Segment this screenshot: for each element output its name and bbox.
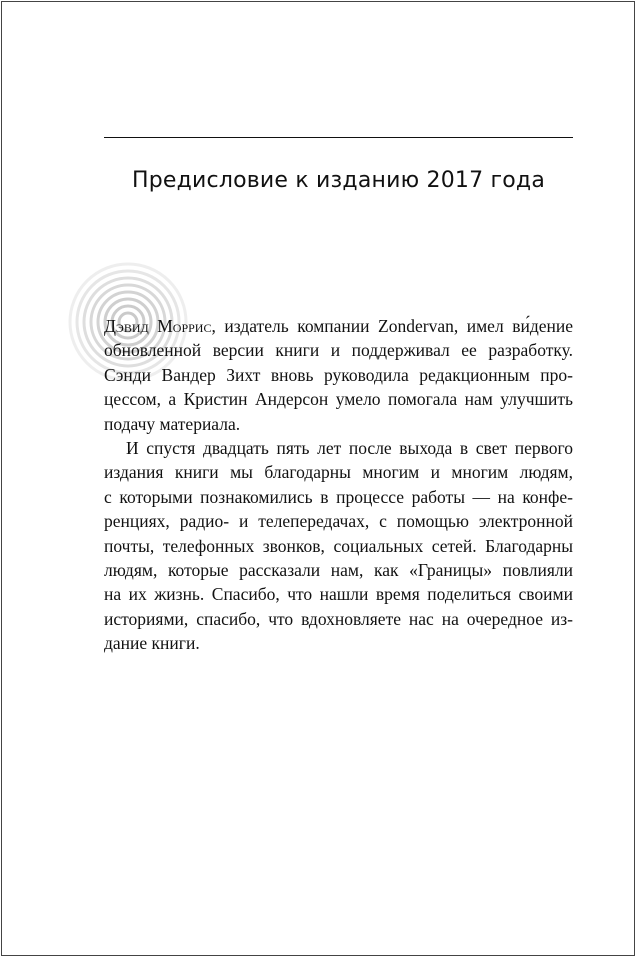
body-line: людям, которые рассказали нам, как «Границы» повлияли bbox=[104, 559, 573, 580]
chapter-title: Предисловие к изданию 2017 года bbox=[131, 168, 546, 193]
body-line: издания книги мы благодарны многим и многим людям, bbox=[104, 462, 573, 483]
body-line: на их жизнь. Спасибо, что нашли время поделиться своими bbox=[104, 584, 573, 605]
body-line: почты, телефонных звонков, социальных сетей. Благодарны bbox=[104, 535, 573, 556]
body-line: цессом, а Кристин Андерсон умело помогала нам улучшить bbox=[104, 389, 573, 410]
body-line: дание книги. bbox=[104, 633, 200, 654]
body-line: обновленной версии книги и поддерживал ее разработку. bbox=[104, 340, 573, 361]
body-line: ренциях, радио- и телепередачах, с помощью электронной bbox=[104, 511, 573, 532]
body-line: Сэнди Вандер Зихт вновь руководила редакционным про- bbox=[104, 364, 573, 385]
body-line: с которыми познакомились в процессе работы — на конфе- bbox=[104, 486, 573, 507]
author-name: Дэвид Моррис bbox=[104, 316, 212, 336]
body-line: И спустя двадцать пять лет после выхода в свет первого bbox=[126, 437, 573, 458]
body-line: Дэвид Моррис, издатель компании Zondervan, имел ви́дение bbox=[104, 316, 573, 336]
body-line: историями, спасибо, что вдохновляете нас на очередное из- bbox=[104, 608, 573, 629]
chapter-top-rule bbox=[104, 137, 573, 138]
body-text bbox=[104, 314, 573, 655]
body-line: подачу материала. bbox=[104, 413, 241, 434]
